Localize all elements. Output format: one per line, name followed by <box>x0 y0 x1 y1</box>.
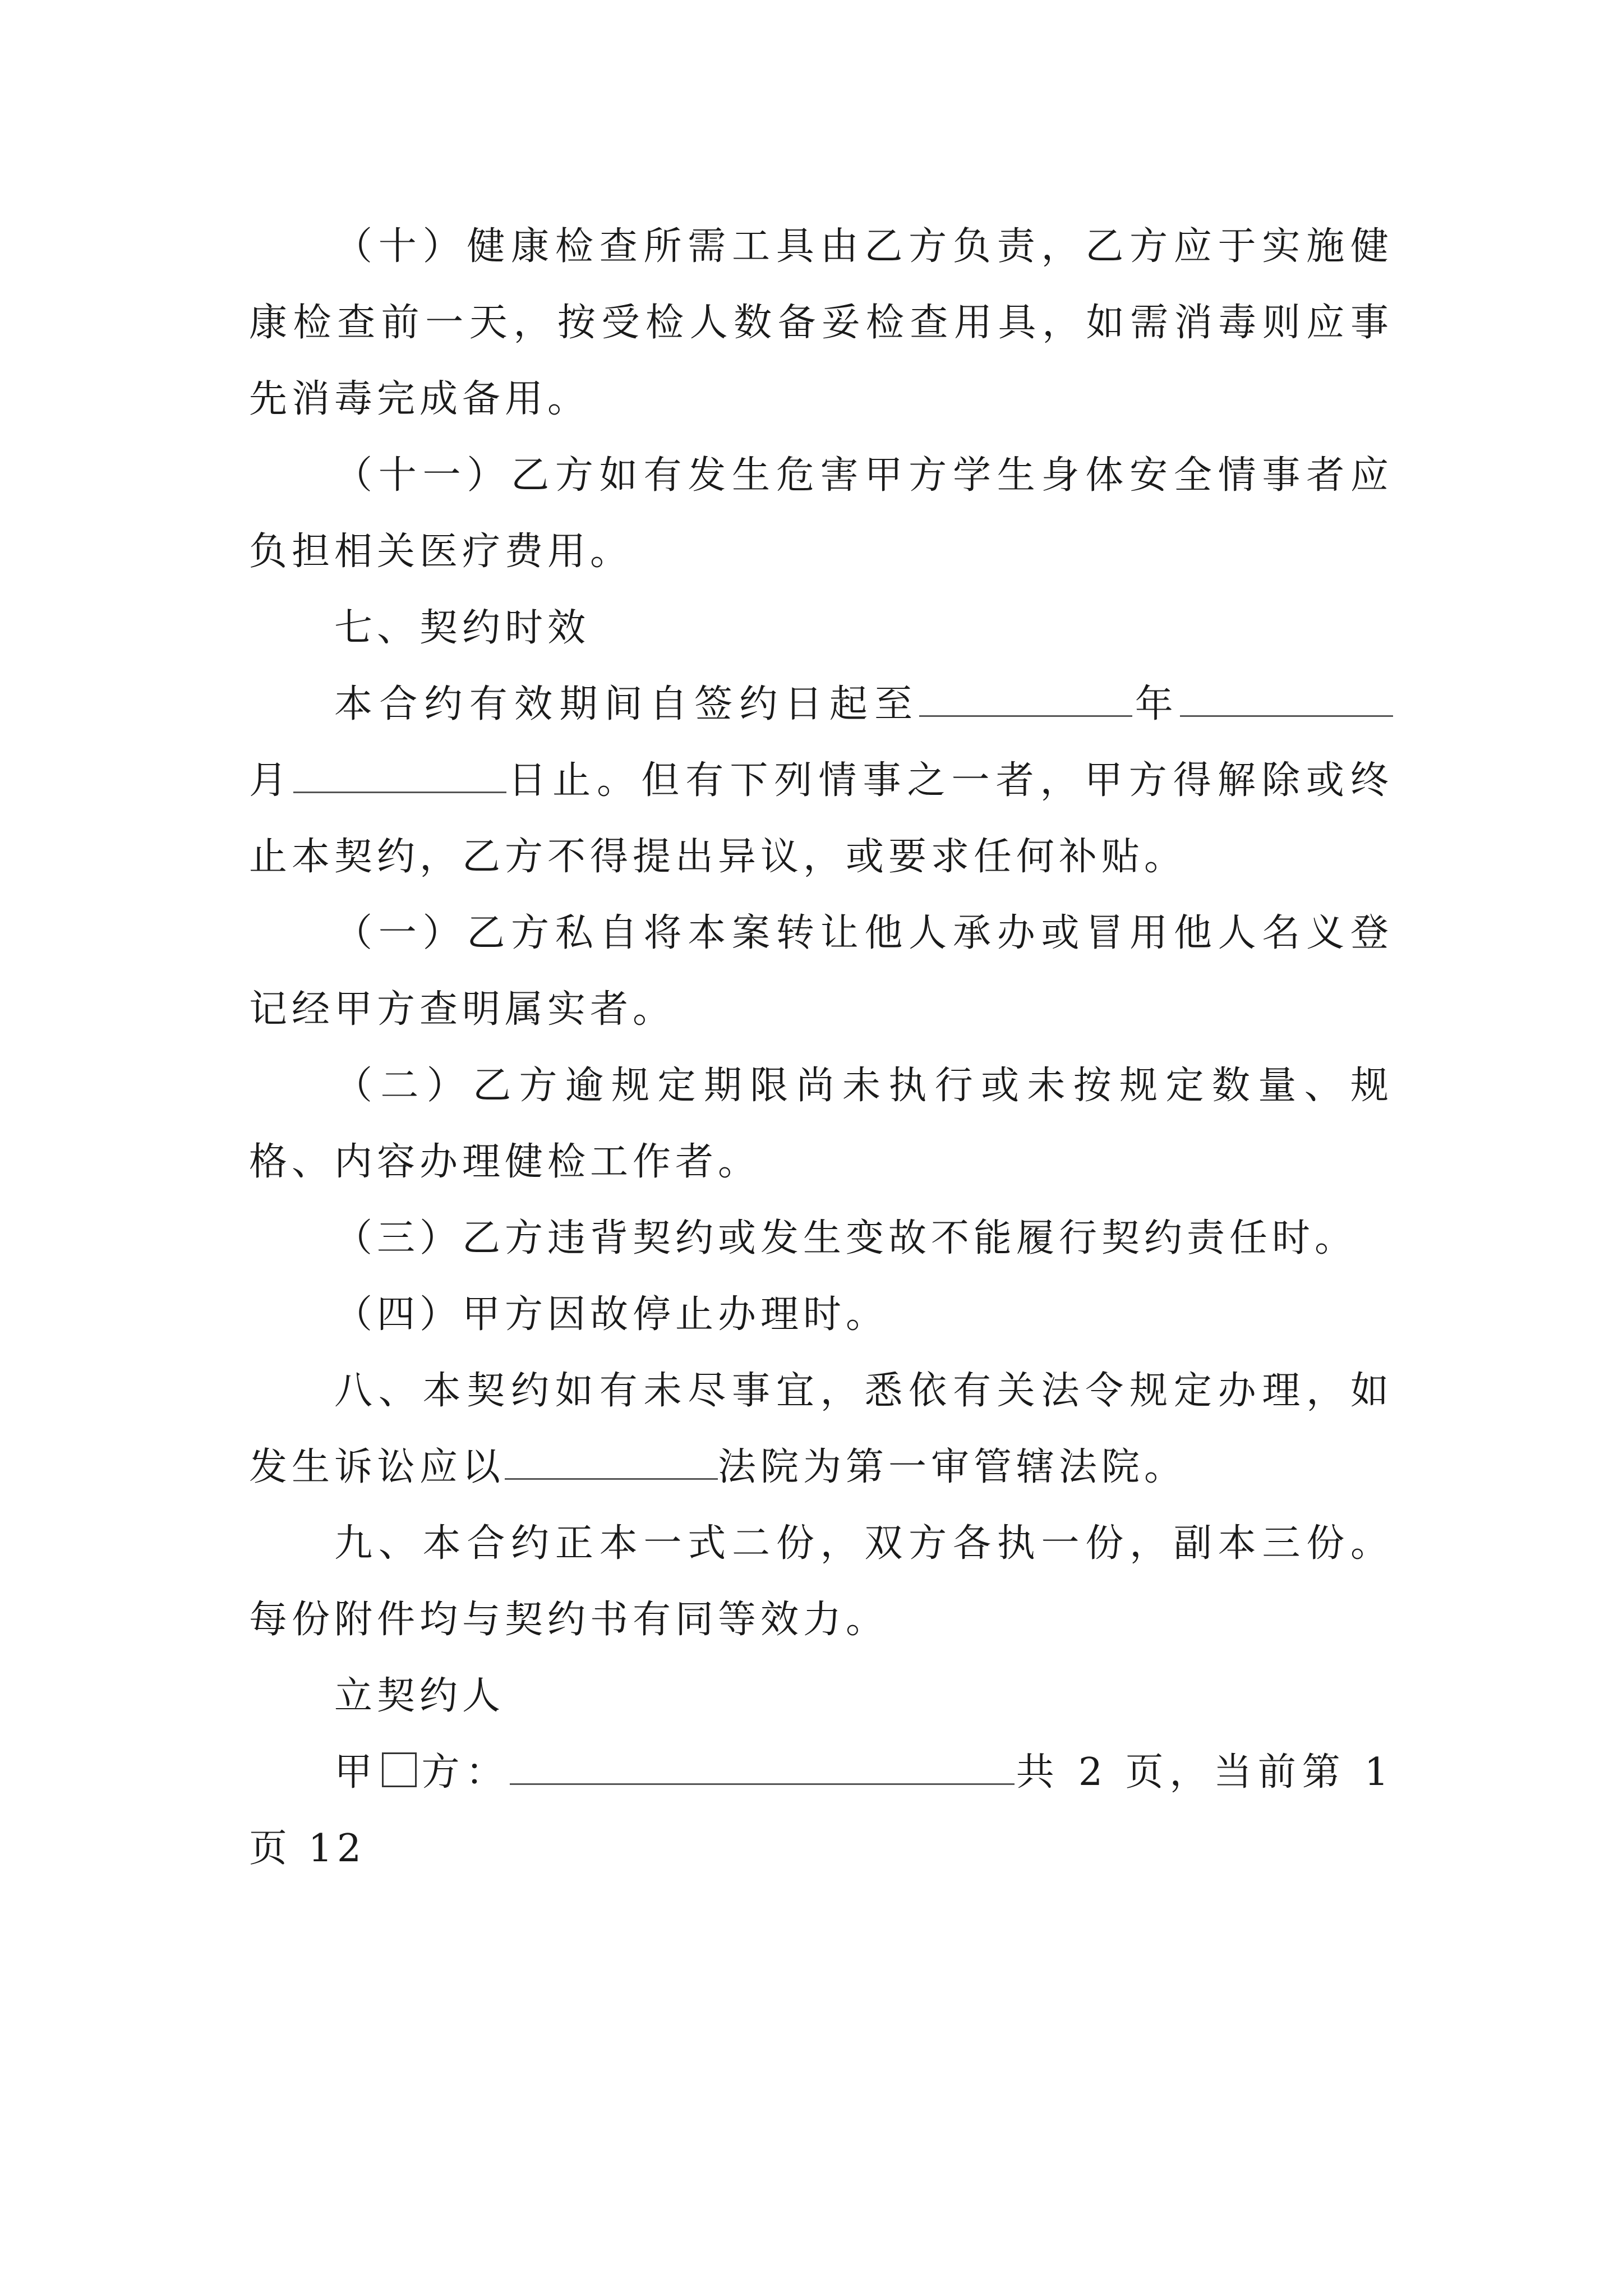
term-paragraph: 本合约有效期间自签约日起至 年月 日止。但有下列情事之一者，甲方得解除或终止本契约，乙方不得提出异议，或要求任何补贴。 <box>249 666 1393 895</box>
party-a-blank[interactable] <box>510 1744 1015 1785</box>
page-footer: 共 2 页，当前第 1 页 12 <box>249 1750 1393 1871</box>
clause-11: （十一）乙方如有发生危害甲方学生身体安全情事者应负担相关医疗费用。 <box>249 453 1393 574</box>
condition-2: （二）乙方逾规定期限尚未执行或未按规定数量、规格、内容办理健检工作者。 <box>249 1064 1393 1184</box>
end-month-blank[interactable] <box>1180 676 1393 717</box>
clause-10: （十）健康检查所需工具由乙方负责，乙方应于实施健康检查前一天，按受检人数备妥检查用具，如需消毒则应事先消毒完成备用。 <box>249 224 1393 421</box>
condition-3: （三）乙方违背契约或发生变故不能履行契约责任时。 <box>334 1216 1358 1260</box>
condition-1: （一）乙方私自将本案转让他人承办或冒用他人名义登记经甲方查明属实者。 <box>249 911 1393 1032</box>
end-day-blank[interactable] <box>293 752 506 793</box>
condition-4: （四）甲方因故停止办理时。 <box>334 1292 889 1337</box>
signer-heading: 立契约人 <box>334 1674 505 1718</box>
section-8: 八、本契约如有未尽事宜，悉依有关法令规定办理，如发生诉讼应以 法院为第一审管辖法院。 <box>249 1369 1393 1489</box>
party-a-line: 甲 方： 共 2 页，当前第 1 页 12 <box>249 1734 1393 1887</box>
section-9: 九、本合约正本一式二份，双方各执一份，副本三份。每份附件均与契约书有同等效力。 <box>249 1521 1393 1642</box>
section-7-heading: 七、契约时效 <box>334 606 591 650</box>
contract-text <box>249 209 1393 1887</box>
checkbox-box[interactable] <box>382 1752 417 1787</box>
end-year-blank[interactable] <box>919 676 1132 717</box>
court-name-blank[interactable] <box>505 1439 718 1480</box>
